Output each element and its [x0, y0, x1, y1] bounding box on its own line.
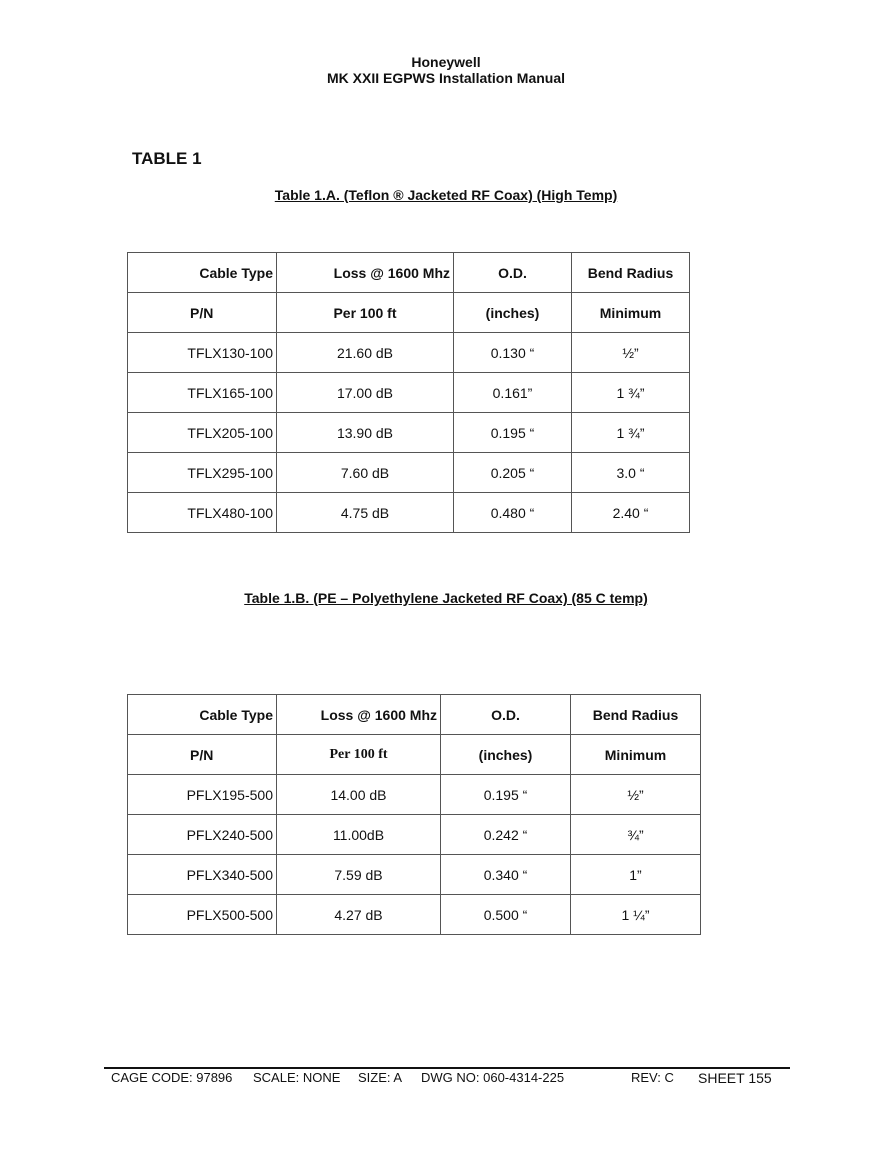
- table-a: [127, 252, 690, 533]
- bend-radius-cell: ¾”: [571, 815, 701, 855]
- company-name: Honeywell: [411, 54, 481, 70]
- bend-radius-cell: 1 ¼”: [571, 895, 701, 935]
- loss-cell: 7.59 dB: [277, 855, 441, 895]
- table-row: [128, 373, 690, 413]
- footer-size: SIZE: A: [358, 1070, 403, 1085]
- table-row: [128, 775, 701, 815]
- od-cell: 0.161”: [454, 373, 572, 413]
- part-number-cell: PFLX340-500: [128, 855, 277, 895]
- table-row: [128, 895, 701, 935]
- od-cell: 0.195 “: [441, 775, 571, 815]
- footer-scale: SCALE: NONE: [253, 1070, 341, 1085]
- bend-radius-cell: 2.40 “: [572, 493, 690, 533]
- table-a-header-inches: (inches): [454, 293, 572, 333]
- bend-radius-cell: ½”: [571, 775, 701, 815]
- footer-rule: [104, 1067, 790, 1069]
- od-cell: 0.242 “: [441, 815, 571, 855]
- bend-radius-cell: 3.0 “: [572, 453, 690, 493]
- od-cell: 0.195 “: [454, 413, 572, 453]
- table-a-header-bend-radius: Bend Radius: [572, 253, 690, 293]
- table-a-header-row: [128, 253, 690, 293]
- table-b-header-minimum: Minimum: [571, 735, 701, 775]
- table-a-caption: Table 1.A. (Teflon ® Jacketed RF Coax) (High Temp): [274, 187, 618, 203]
- od-cell: 0.340 “: [441, 855, 571, 895]
- table-b-header-per-100ft: Per 100 ft: [277, 735, 441, 775]
- loss-cell: 4.75 dB: [277, 493, 454, 533]
- document-footer: [0, 1070, 892, 1088]
- table-b-header-inches: (inches): [441, 735, 571, 775]
- table-b-header-row: [128, 695, 701, 735]
- part-number-cell: PFLX500-500: [128, 895, 277, 935]
- table-a-header-minimum: Minimum: [572, 293, 690, 333]
- bend-radius-cell: 1 ¾”: [572, 413, 690, 453]
- od-cell: 0.500 “: [441, 895, 571, 935]
- part-number-cell: TFLX165-100: [128, 373, 277, 413]
- table-b-header-cable-type: Cable Type: [128, 695, 277, 735]
- table-row: [128, 815, 701, 855]
- loss-cell: 14.00 dB: [277, 775, 441, 815]
- loss-cell: 17.00 dB: [277, 373, 454, 413]
- table-a-header-per-100ft: Per 100 ft: [277, 293, 454, 333]
- table-a-header-loss: Loss @ 1600 Mhz: [277, 253, 454, 293]
- table-row: [128, 493, 690, 533]
- loss-cell: 7.60 dB: [277, 453, 454, 493]
- od-cell: 0.205 “: [454, 453, 572, 493]
- table-a-subheader-row: [128, 293, 690, 333]
- part-number-cell: PFLX240-500: [128, 815, 277, 855]
- loss-cell: 11.00dB: [277, 815, 441, 855]
- bend-radius-cell: ½”: [572, 333, 690, 373]
- table-b-header-loss: Loss @ 1600 Mhz: [277, 695, 441, 735]
- table-b-header-bend-radius: Bend Radius: [571, 695, 701, 735]
- table-b-caption: Table 1.B. (PE – Polyethylene Jacketed RF Coax) (85 C temp): [244, 590, 648, 606]
- loss-cell: 21.60 dB: [277, 333, 454, 373]
- part-number-cell: TFLX295-100: [128, 453, 277, 493]
- footer-rev: REV: C: [631, 1070, 674, 1085]
- manual-title: MK XXII EGPWS Installation Manual: [326, 70, 566, 86]
- footer-dwg-no: DWG NO: 060-4314-225: [421, 1070, 565, 1085]
- part-number-cell: TFLX205-100: [128, 413, 277, 453]
- table-heading: TABLE 1: [132, 149, 202, 168]
- table-row: [128, 333, 690, 373]
- table-b-header-od: O.D.: [441, 695, 571, 735]
- table-a-header-cable-type: Cable Type: [128, 253, 277, 293]
- table-row: [128, 855, 701, 895]
- table-b: [127, 694, 701, 935]
- part-number-cell: PFLX195-500: [128, 775, 277, 815]
- bend-radius-cell: 1”: [571, 855, 701, 895]
- table-row: [128, 413, 690, 453]
- footer-cage-code: CAGE CODE: 97896: [111, 1070, 233, 1085]
- od-cell: 0.480 “: [454, 493, 572, 533]
- table-b-header-pn: P/N: [128, 735, 277, 775]
- table-a-header-pn: P/N: [128, 293, 277, 333]
- part-number-cell: TFLX130-100: [128, 333, 277, 373]
- od-cell: 0.130 “: [454, 333, 572, 373]
- footer-sheet: SHEET 155: [698, 1070, 772, 1086]
- table-row: [128, 453, 690, 493]
- table-a-header-od: O.D.: [454, 253, 572, 293]
- bend-radius-cell: 1 ¾”: [572, 373, 690, 413]
- part-number-cell: TFLX480-100: [128, 493, 277, 533]
- loss-cell: 4.27 dB: [277, 895, 441, 935]
- table-b-subheader-row: [128, 735, 701, 775]
- loss-cell: 13.90 dB: [277, 413, 454, 453]
